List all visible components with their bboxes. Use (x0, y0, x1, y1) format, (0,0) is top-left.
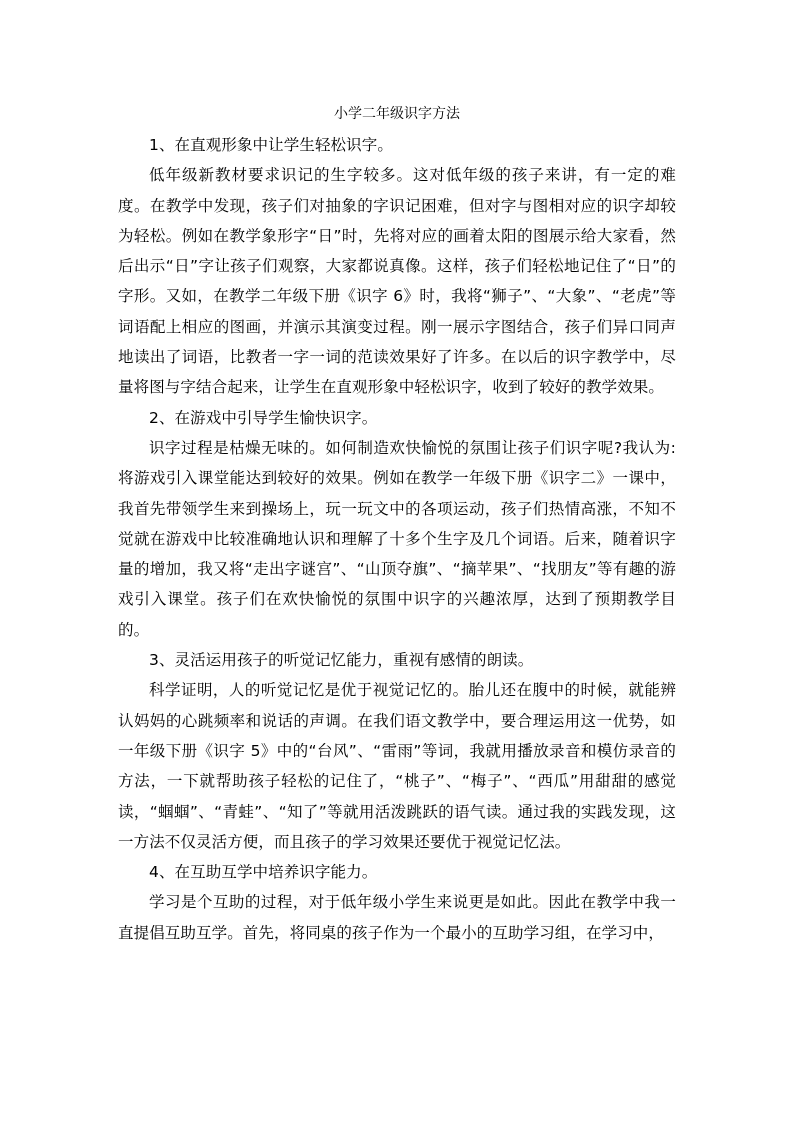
document-page (118, 98, 676, 948)
section-heading-3: 3、灵活运用孩子的听觉记忆能力，重视有感情的朗读。 (149, 651, 534, 670)
section-body-4: 学习是个互助的过程，对于低年级小学生来说更是如此。因此在教学中我一直提倡互助互学。首先，将同桌的孩子作为一个最小的互助学习组，在学习中， (118, 893, 676, 942)
section-heading-2: 2、在游戏中引导学生愉快识字。 (149, 408, 378, 427)
section-body-1: 低年级新教材要求识记的生字较多。这对低年级的孩子来讲，有一定的难度。在教学中发现，孩子们对抽象的字识记困难，但对字与图相对应的识字却较为轻松。例如在教学象形字“日”时，先将对应的画着太阳的图展示给大家看，然后出示“日”字让孩子们观察，大家都说真像。这样，孩子们轻松地记住了“日”的字形。又如，在教学二年级下册《识字 6》时，我将“狮子”、“大象”、“老虎”等词语配上相应的图画，并演示其演变过程。刚一展示字图结合，孩子们异口同声地读出了词语，比教者一字一词的范读效果好了许多。在以后的识字教学中，尽量将图与字结合起来，让学生在直观形象中轻松识字，收到了较好的教学效果。 (118, 166, 676, 397)
section-heading-1: 1、在直观形象中让学生轻松识字。 (149, 136, 393, 154)
section-body-2: 识字过程是枯燥无味的。如何制造欢快愉悦的氛围让孩子们识字呢?我认为:将游戏引入课堂能达到较好的效果。例如在教学一年级下册《识字二》一课中，我首先带领学生来到操场上，玩一玩文中的各项运动，孩子们热情高涨，不知不觉就在游戏中比较准确地认识和理解了十多个生字及几个词语。后来，随着识字量的增加，我又将“走出字谜宫”、“山顶夺旗”、“摘苹果”、“找朋友”等有趣的游戏引入课堂。孩子们在欢快愉悦的氛围中识字的兴趣浓厚，达到了预期教学目的。 (118, 438, 676, 639)
section-heading-4: 4、在互助互学中培养识字能力。 (149, 863, 378, 882)
document-title: 小学二年级识字方法 (334, 106, 460, 122)
section-body-3: 科学证明，人的听觉记忆是优于视觉记忆的。胎儿还在腹中的时候，就能辨认妈妈的心跳频率和说话的声调。在我们语文教学中，要合理运用这一优势，如一年级下册《识字 5》中的“台风”、“雷雨”等词，我就用播放录音和模仿录音的方法，一下就帮助孩子轻松的记住了，“桃子”、“梅子”、“西瓜”用甜甜的感觉读，“蝈蝈”、“青蛙”、“知了”等就用活泼跳跃的语气读。通过我的实践发现，这一方法不仅灵活方便，而且孩子的学习效果还要优于视觉记忆法。 (118, 681, 676, 851)
